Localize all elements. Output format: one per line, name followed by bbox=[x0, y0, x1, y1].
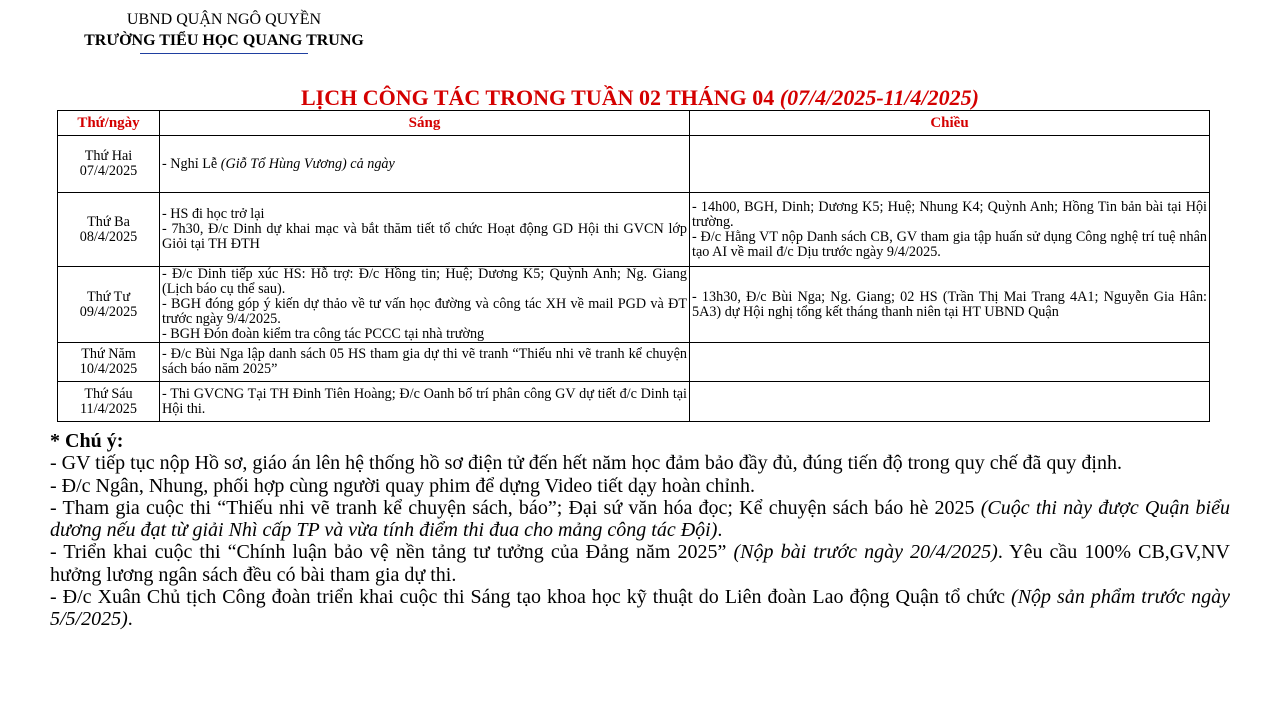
morning-cell bbox=[160, 382, 690, 422]
table-row bbox=[58, 193, 1210, 267]
note-text: . bbox=[127, 608, 133, 631]
note-text: . bbox=[717, 519, 723, 542]
day-cell bbox=[58, 193, 160, 267]
table-row bbox=[58, 343, 1210, 382]
note-item bbox=[50, 586, 1230, 631]
morning-item-prefix: - Nghỉ Lễ bbox=[162, 155, 221, 172]
header-day: Thứ/ngày bbox=[58, 111, 160, 136]
day-date: 08/4/2025 bbox=[79, 228, 138, 245]
morning-cell bbox=[160, 136, 690, 193]
morning-cell bbox=[160, 267, 690, 343]
day-name: Thứ Tư bbox=[86, 288, 131, 305]
afternoon-cell bbox=[690, 382, 1210, 422]
afternoon-cell bbox=[690, 343, 1210, 382]
organization-header bbox=[40, 10, 408, 54]
afternoon-cell bbox=[690, 267, 1210, 343]
morning-item-italic: (Giỗ Tổ Hùng Vương) cả ngày bbox=[220, 155, 395, 172]
afternoon-item: - Đ/c Hằng VT nộp Danh sách CB, GV tham gia tập huấn sử dụng Công nghệ trí tuệ nhân tạo AI về mail đ/c Dịu trước ngày 9/4/2025. bbox=[692, 228, 1207, 260]
note-item: - GV tiếp tục nộp Hồ sơ, giáo án lên hệ thống hồ sơ điện tử đến hết năm học đảm bảo đầy đủ, đúng tiến độ trong quy chế đã quy định. bbox=[50, 452, 1122, 475]
title-date-range: (07/4/2025-11/4/2025) bbox=[779, 85, 979, 110]
day-cell bbox=[58, 343, 160, 382]
school-name: TRƯỜNG TIỂU HỌC QUANG TRUNG bbox=[84, 32, 364, 49]
day-name: Thứ Năm bbox=[81, 346, 136, 362]
day-date: 10/4/2025 bbox=[79, 361, 138, 377]
afternoon-item: - 13h30, Đ/c Bùi Nga; Ng. Giang; 02 HS (Trần Thị Mai Trang 4A1; Nguyễn Gia Hân: 5A3) dự Hội nghị tổng kết tháng thanh niên tại HT UBND Quận bbox=[692, 288, 1207, 320]
morning-cell bbox=[160, 343, 690, 382]
district-name: UBND QUẬN NGÔ QUYỀN bbox=[126, 11, 322, 28]
day-cell bbox=[58, 136, 160, 193]
title-main: LỊCH CÔNG TÁC TRONG TUẦN 02 THÁNG 04 bbox=[301, 85, 775, 110]
schedule-table bbox=[57, 110, 1210, 422]
morning-item: - 7h30, Đ/c Dinh dự khai mạc và bắt thăm tiết tổ chức Hoạt động GD Hội thi GVCN lớp Giỏi tại TH ĐTH bbox=[162, 221, 687, 252]
morning-item: - Thi GVCNG Tại TH Đinh Tiên Hoàng; Đ/c Oanh bố trí phân công GV dự tiết đ/c Dinh tại Hội thi. bbox=[162, 385, 687, 417]
day-date: 11/4/2025 bbox=[79, 400, 137, 417]
afternoon-cell bbox=[690, 193, 1210, 267]
morning-item: - HS đi học trở lại bbox=[162, 206, 265, 222]
note-item bbox=[50, 541, 1230, 586]
afternoon-item: - 14h00, BGH, Dinh; Dương K5; Huệ; Nhung K4; Quỳnh Anh; Hồng Tin bản bài tại Hội trường. bbox=[692, 198, 1207, 230]
header-morning: Sáng bbox=[160, 111, 690, 136]
note-item bbox=[50, 497, 1230, 542]
note-text: . Yêu cầu 100% CB,GV,NV hưởng lương ngân sách đều có bài tham gia dự thi. bbox=[50, 541, 1230, 586]
note-italic: (Cuộc thi này được Quận biểu dương nếu đạt từ giải Nhì cấp TP và vừa tính điểm thi đua cho mảng công tác Đội) bbox=[50, 496, 1230, 542]
note-italic: (Nộp bài trước ngày 20/4/2025) bbox=[733, 541, 998, 564]
note-item: - Đ/c Ngân, Nhung, phối hợp cùng người quay phim để dựng Video tiết dạy hoàn chỉnh. bbox=[50, 474, 756, 497]
table-header-row bbox=[58, 111, 1210, 136]
day-name: Thứ Ba bbox=[87, 213, 130, 230]
morning-item: - Đ/c Bùi Nga lập danh sách 05 HS tham gia dự thi vẽ tranh “Thiếu nhi vẽ tranh kể chuyện sách báo năm 2025” bbox=[162, 346, 687, 377]
table-row bbox=[58, 136, 1210, 193]
header-afternoon: Chiều bbox=[690, 111, 1210, 136]
note-text: - Tham gia cuộc thi “Thiếu nhi vẽ tranh kể chuyện sách, báo”; Đại sứ văn hóa đọc; Kể chuyện sách báo hè 2025 bbox=[50, 496, 981, 519]
morning-item: - BGH đóng góp ý kiến dự thảo về tư vấn học đường và công tác XH về mail PGD và ĐT trước ngày 9/4/2025. bbox=[162, 296, 687, 327]
day-date: 09/4/2025 bbox=[79, 303, 138, 320]
note-text: - Đ/c Xuân Chủ tịch Công đoàn triển khai cuộc thi Sáng tạo khoa học kỹ thuật do Liên đoàn Lao động Quận tổ chức bbox=[50, 586, 1012, 609]
note-text: - Triển khai cuộc thi “Chính luận bảo vệ nền tảng tư tưởng của Đảng năm 2025” bbox=[50, 541, 734, 564]
notes-section bbox=[50, 430, 1230, 631]
morning-item: - Đ/c Dinh tiếp xúc HS: Hỗ trợ: Đ/c Hồng tin; Huệ; Dương K5; Quỳnh Anh; Ng. Giang (Lịch báo cụ thể sau). bbox=[162, 266, 687, 297]
note-italic: (Nộp sản phẩm trước ngày 5/5/2025) bbox=[50, 586, 1230, 631]
day-date: 07/4/2025 bbox=[79, 163, 138, 179]
morning-cell bbox=[160, 193, 690, 267]
day-cell bbox=[58, 267, 160, 343]
day-cell bbox=[58, 382, 160, 422]
header-underline bbox=[140, 53, 308, 54]
page-title bbox=[0, 84, 1280, 112]
morning-item: - BGH Đón đoàn kiểm tra công tác PCCC tại nhà trường bbox=[162, 326, 485, 342]
day-name: Thứ Hai bbox=[84, 148, 133, 164]
notes-heading: * Chú ý: bbox=[50, 430, 124, 452]
table-row bbox=[58, 382, 1210, 422]
day-name: Thứ Sáu bbox=[84, 385, 133, 402]
morning-item bbox=[162, 157, 687, 172]
table-row bbox=[58, 267, 1210, 343]
afternoon-cell bbox=[690, 136, 1210, 193]
